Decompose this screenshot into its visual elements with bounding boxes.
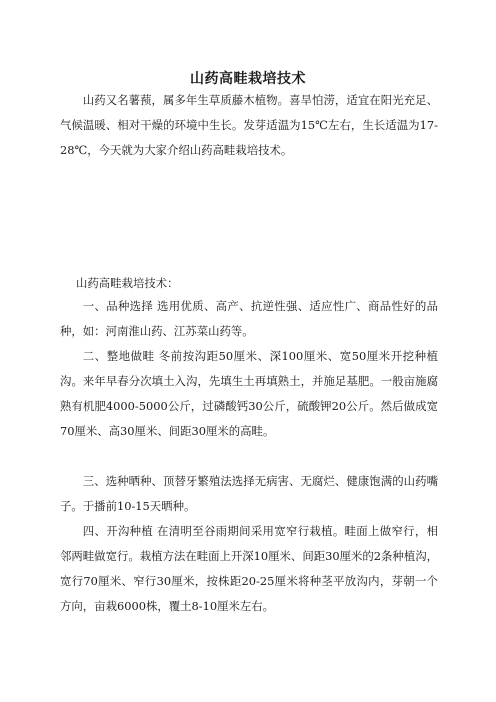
page-title: 山药高畦栽培技术: [190, 71, 306, 87]
section-variety-selection: 一、品种选择 选用优质、高产、抗逆性强、适应性广、商品性好的品种，如：河南淮山药、江苏菜山药等。: [60, 299, 438, 338]
section-seed-selection: 三、选种晒种、顶替牙繁殖法选择无病害、无腐烂、健康饱满的山药嘴子。于播前10-15天晒种。: [60, 474, 438, 513]
section-land-preparation: 二、整地做畦 冬前按沟距50厘米、深100厘米、宽50厘米开挖种植沟。来年早春分次填土入沟，先填生土再填熟土，并施足基肥。一般亩施腐熟有机肥4000-5000公斤，过磷酸钙30公斤，硫酸钾20公斤。然后做成宽70厘米、高30厘米、间距30厘米的高畦。: [60, 349, 438, 438]
section-planting: 四、开沟种植 在清明至谷雨期间采用宽窄行栽植。畦面上做窄行，相邻两畦做宽行。栽植方法在畦面上开深10厘米、间距30厘米的2条种植沟，宽行70厘米、窄行30厘米，按株距20-25厘米将种茎平放沟内，芽朝一个方向，亩栽6000株，覆土8-10厘米左右。: [60, 524, 438, 613]
section-heading: 山药高畦栽培技术：: [76, 276, 179, 290]
intro-paragraph: 山药又名薯蓣，属多年生草质藤木植物。喜旱怕涝，适宜在阳光充足、气候温暖、相对干燥的环境中生长。发芽适温为15℃左右，生长适温为17-28℃，今天就为大家介绍山药高畦栽培技术。: [60, 93, 438, 157]
